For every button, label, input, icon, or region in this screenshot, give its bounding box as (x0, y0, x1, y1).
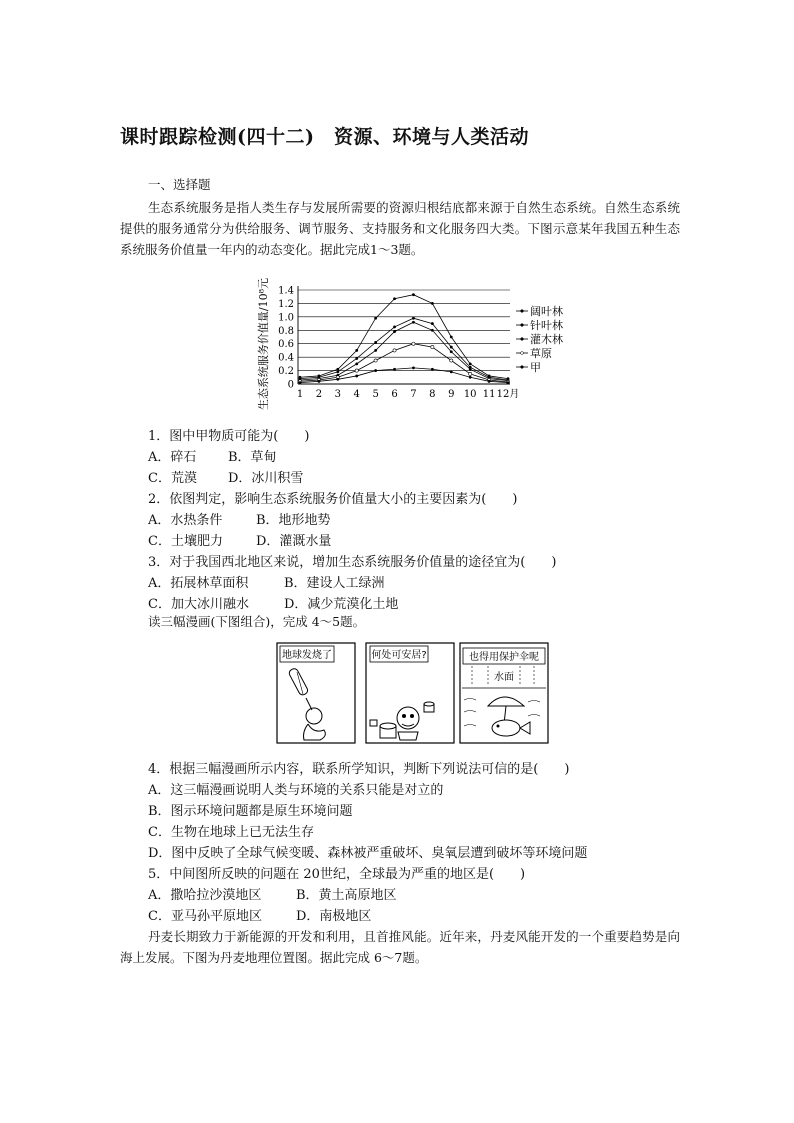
data-point (374, 369, 377, 372)
series-line (300, 295, 508, 379)
q3-option-c: C．加大冰川融水 (148, 597, 249, 612)
question-3-options-ab (148, 572, 385, 591)
q3-option-d: D．减少荒漠化土地 (284, 597, 399, 612)
data-point (393, 349, 396, 352)
data-point (393, 326, 396, 329)
data-point (355, 349, 358, 352)
animal-figure-icon (397, 707, 419, 740)
legend-marker (521, 366, 524, 369)
data-point (374, 317, 377, 320)
data-point (412, 342, 415, 345)
y-tick-label: 1.0 (278, 312, 294, 324)
data-point (431, 302, 434, 305)
comic-1-caption: 地球发烧了 (282, 650, 332, 661)
data-point (412, 366, 415, 369)
y-tick-label: 0.4 (278, 352, 294, 364)
x-tick-label: 12月 (496, 389, 520, 400)
legend-label: 阔叶林 (530, 305, 563, 318)
x-tick-label: 2 (315, 389, 323, 400)
data-point (393, 297, 396, 300)
question-3-stem: 3．对于我国西北地区来说，增加生态系统服务价值量的途径宜为( ) (148, 555, 557, 570)
data-point (412, 321, 415, 324)
data-point (336, 368, 339, 371)
comic-2-caption: 何处可安居? (371, 650, 427, 661)
data-point (469, 376, 472, 379)
question-4-stem: 4．根据三幅漫画所示内容，联系所学知识，判断下列说法可信的是( ) (148, 762, 570, 777)
data-point (431, 368, 434, 371)
chart-legend (516, 304, 563, 374)
q5-option-b: B．黄土高原地区 (296, 888, 397, 903)
x-tick-label: 10 (463, 389, 477, 400)
x-tick-label: 4 (353, 389, 360, 400)
data-point (412, 317, 415, 320)
x-tick-label: 5 (372, 389, 379, 400)
data-point (431, 322, 434, 325)
legend-label: 草原 (530, 347, 552, 360)
question-5-options-ab (148, 884, 397, 903)
q4-option-a: A．这三幅漫画说明人类与环境的关系只能是对立的 (148, 783, 444, 798)
data-point (488, 380, 491, 383)
question-5-stem: 5．中间图所反映的问题在 20世纪，全球最为严重的地区是( ) (148, 867, 526, 882)
data-point (450, 350, 453, 353)
data-point (355, 375, 358, 378)
data-point (318, 380, 321, 383)
y-tick-label: 0 (287, 379, 294, 391)
q1-option-b: B．草甸 (228, 450, 277, 465)
legend-marker (521, 338, 524, 341)
y-axis-label: 生态系统服务价值量/10⁸元 (257, 277, 270, 411)
data-point (450, 359, 453, 362)
q1-option-c: C．荒漠 (148, 471, 197, 486)
lead-questions-4-5: 读三幅漫画(下图组合)，完成 4～5题。 (148, 614, 366, 629)
x-tick-label: 7 (410, 389, 417, 400)
data-point (507, 381, 510, 384)
legend-label: 灌木林 (530, 333, 563, 346)
legend-label: 甲 (530, 361, 541, 374)
q4-option-c: C．生物在地球上已无法生存 (148, 825, 314, 840)
q3-option-a: A．拓展林草面积 (148, 576, 249, 591)
y-tick-label: 1.2 (278, 298, 294, 310)
q2-option-a: A．水热条件 (148, 513, 223, 528)
y-tick-label: 0.8 (278, 325, 294, 337)
comic-3-water-label: 水面 (494, 672, 514, 683)
data-point (431, 345, 434, 348)
question-2-options-cd (148, 530, 331, 549)
data-point (355, 369, 358, 372)
q1-option-a: A．碎石 (148, 450, 197, 465)
data-point (469, 372, 472, 375)
x-tick-label: 6 (391, 389, 398, 400)
data-point (412, 293, 415, 296)
legend-marker (521, 352, 524, 355)
legend-label: 针叶林 (530, 319, 563, 332)
chart-axes (278, 286, 519, 401)
question-5-options-cd (148, 905, 371, 924)
question-2-options-ab (148, 509, 331, 528)
comic-panel-3 (460, 643, 548, 743)
q5-option-c: C．亚马孙平原地区 (148, 909, 262, 924)
data-point (450, 371, 453, 374)
data-point (355, 362, 358, 365)
data-point (336, 371, 339, 374)
intro-paragraph-2: 丹麦长期致力于新能源的开发和利用，且首推风能。近年来，丹麦风能开发的一个重要趋势是向海上发展。下图为丹麦地理位置图。据此完成 6～7题。 (120, 929, 680, 965)
question-3-options-cd (148, 593, 398, 612)
y-tick-label: 0.2 (278, 366, 294, 378)
q2-option-d: D．灌溉水量 (256, 534, 332, 549)
q2-option-c: C．土壤肥力 (148, 534, 223, 549)
q5-option-d: D．南极地区 (296, 909, 372, 924)
data-point (431, 329, 434, 332)
comic-strip (276, 642, 550, 744)
page-title: 课时跟踪检测(四十二) 资源、环境与人类活动 (120, 126, 529, 148)
chart-grid (298, 290, 510, 371)
q5-option-a: A．撒哈拉沙漠地区 (148, 888, 262, 903)
comic-panel-1 (277, 643, 355, 743)
data-point (469, 362, 472, 365)
x-tick-label: 3 (334, 389, 342, 400)
data-point (374, 359, 377, 362)
question-2-stem: 2．依图判定，影响生态系统服务价值量大小的主要因素为( ) (148, 492, 518, 507)
section-heading: 一、选择题 (148, 177, 211, 192)
data-point (393, 330, 396, 333)
question-1-stem: 1．图中甲物质可能为( ) (148, 429, 310, 444)
data-point (374, 341, 377, 344)
data-point (336, 378, 339, 381)
y-tick-label: 0.6 (278, 339, 294, 351)
question-1-options-cd (148, 467, 303, 486)
q1-option-d: D．冰川积雪 (228, 471, 304, 486)
data-point (299, 381, 302, 384)
data-point (355, 357, 358, 360)
q4-option-d: D．图中反映了全球气候变暖、森林被严重破坏、臭氧层遭到破坏等环境问题 (148, 846, 588, 861)
data-point (450, 346, 453, 349)
line-chart (252, 264, 582, 414)
q4-option-b: B．图示环境问题都是原生环境问题 (148, 804, 353, 819)
data-point (450, 336, 453, 339)
y-tick-label: 1.4 (278, 285, 294, 297)
question-1-options-ab (148, 446, 277, 465)
data-point (374, 349, 377, 352)
x-tick-label: 1 (296, 389, 304, 400)
intro-paragraph-1: 生态系统服务是指人类生存与发展所需要的资源归根结底都来源于自然生态系统。自然生态系统提供的服务通常分为供给服务、调节服务、支持服务和文化服务四大类。下图示意某年我国五种生态系统服务价值量一年内的动态变化。据此完成1～3题。 (120, 200, 680, 257)
series-line (300, 368, 508, 383)
x-tick-label: 8 (429, 389, 436, 400)
legend-marker (521, 310, 524, 313)
legend-marker (521, 324, 524, 327)
comic-3-caption: 也得用保护伞呢 (469, 652, 539, 663)
x-tick-label: 9 (448, 389, 455, 400)
comic-panel-2 (366, 643, 454, 743)
q2-option-b: B．地形地势 (256, 513, 331, 528)
q3-option-b: B．建设人工绿洲 (284, 576, 385, 591)
x-tick-label: 11 (482, 389, 496, 400)
data-point (393, 368, 396, 371)
data-point (469, 368, 472, 371)
